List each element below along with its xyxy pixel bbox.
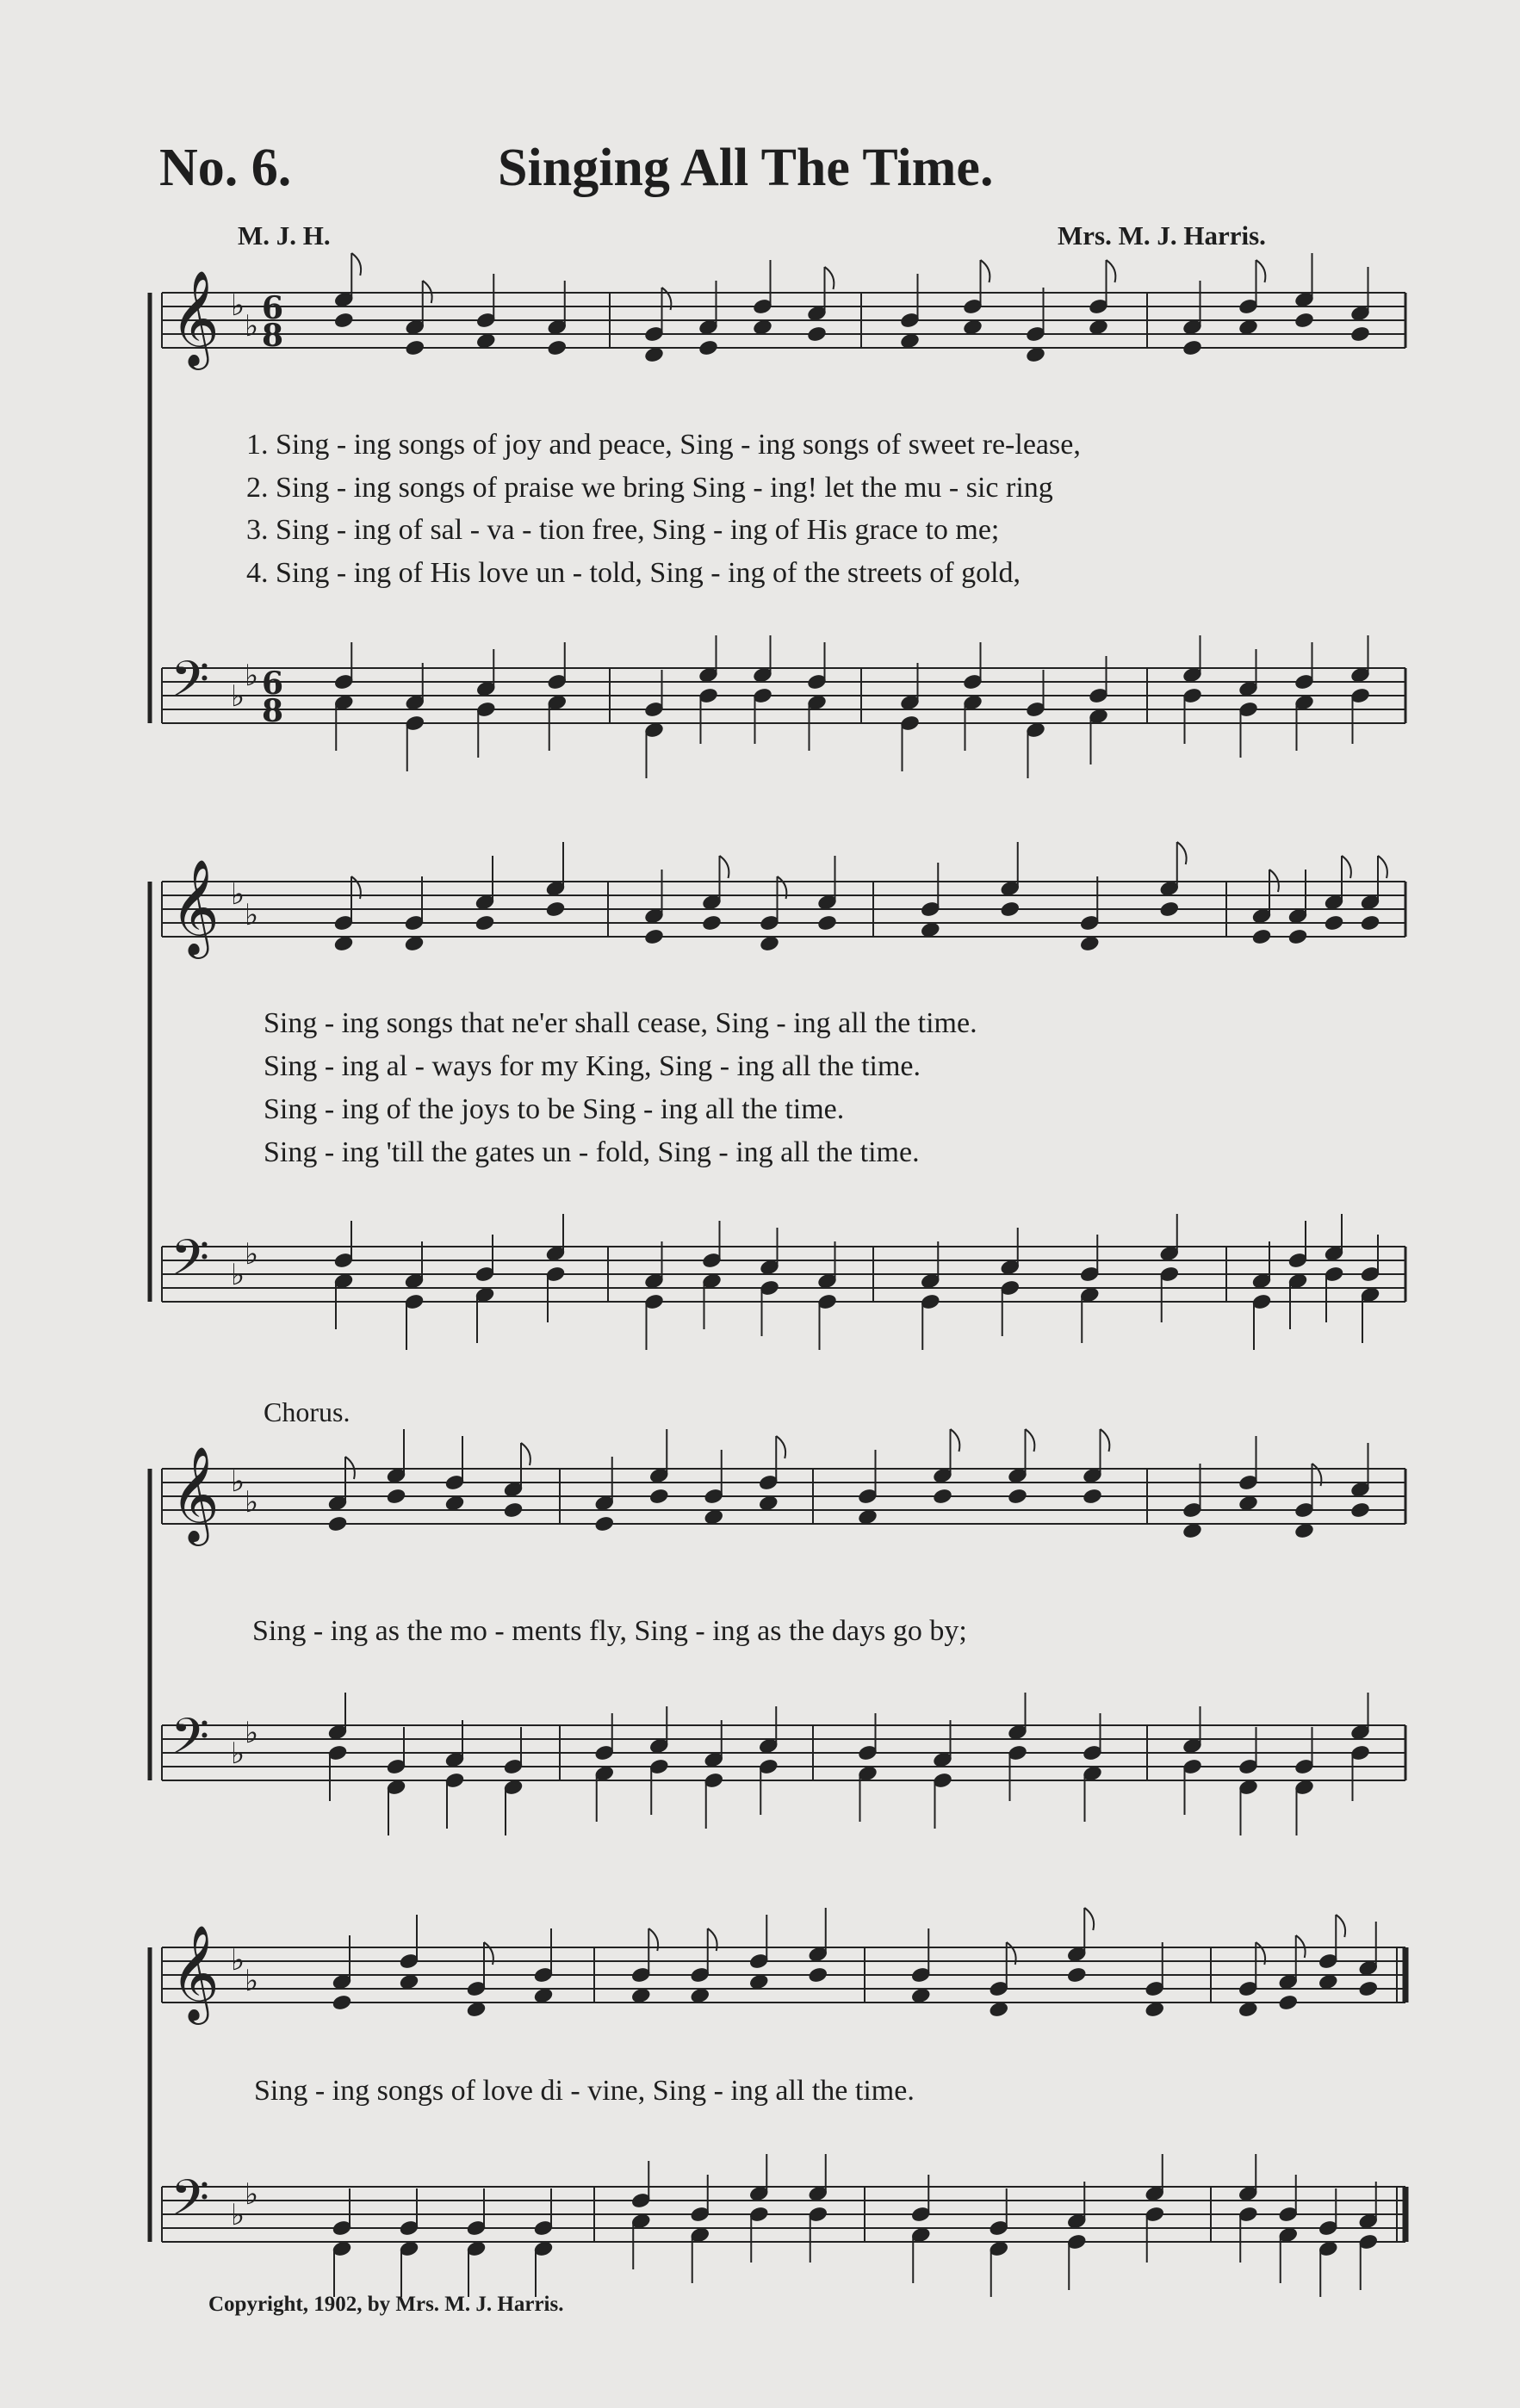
note-head — [399, 1973, 419, 1990]
note-flag — [1342, 856, 1351, 878]
note-head — [503, 1501, 524, 1519]
note-flag — [1378, 856, 1387, 878]
bass-clef: 𝄢 — [171, 650, 210, 721]
note-head — [690, 1987, 710, 2004]
note-head — [533, 1987, 554, 2004]
flat-sign: ♭ — [245, 898, 259, 932]
note-head — [405, 339, 425, 356]
bass-clef: 𝄢 — [171, 1229, 210, 1299]
note-flag — [1026, 1429, 1035, 1452]
note-head — [989, 2001, 1009, 2018]
note-flag — [1084, 1908, 1094, 1930]
time-signature-top: 6 — [262, 665, 284, 702]
time-signature-bottom: 8 — [262, 693, 284, 729]
note-head — [644, 928, 665, 945]
note-head — [333, 935, 354, 952]
note-head — [475, 914, 495, 932]
note-head — [386, 1488, 406, 1505]
time-signature-bottom: 8 — [262, 318, 284, 354]
note-flag — [1256, 260, 1266, 282]
note-head — [1251, 928, 1272, 945]
note-head — [475, 332, 496, 350]
note-head — [817, 914, 838, 932]
flat-sign: ♭ — [231, 288, 245, 323]
note-head — [1350, 325, 1371, 343]
note-head — [1294, 1522, 1315, 1539]
note-head — [545, 901, 566, 918]
lyric-line: Sing - ing songs of love di - vine, Sing - ing all the time. — [254, 2075, 915, 2107]
note-head — [547, 339, 568, 356]
flat-sign: ♭ — [231, 2198, 245, 2232]
note-head — [933, 1488, 953, 1505]
note-head — [1145, 2001, 1165, 2018]
chorus-label: Chorus. — [264, 1396, 351, 1427]
note-head — [1182, 339, 1203, 356]
note-head — [1324, 914, 1344, 932]
note-head — [1079, 935, 1100, 952]
flat-sign: ♭ — [245, 2177, 259, 2212]
words-credit: M. J. H. — [238, 220, 331, 251]
flat-sign: ♭ — [245, 1237, 259, 1272]
flat-sign: ♭ — [231, 1943, 245, 1978]
note-head — [807, 325, 828, 343]
note-flag — [351, 253, 361, 275]
lyric-line: Sing - ing of the joys to be Sing - ing all the time. — [264, 1093, 845, 1125]
flat-sign: ♭ — [231, 877, 245, 912]
flat-sign: ♭ — [231, 1736, 245, 1771]
note-head — [327, 1515, 348, 1532]
note-head — [404, 935, 425, 952]
note-head — [466, 2001, 487, 2018]
bass-clef: 𝄢 — [171, 2169, 210, 2239]
note-head — [1294, 312, 1315, 329]
music-credit: Mrs. M. J. Harris. — [1058, 220, 1266, 251]
note-head — [748, 1973, 769, 1990]
note-flag — [720, 856, 729, 878]
note-flag — [1336, 1915, 1345, 1937]
lyric-line: Sing - ing al - ways for my King, Sing - ing all the time. — [264, 1050, 921, 1082]
note-head — [963, 319, 983, 336]
flat-sign: ♭ — [231, 1258, 245, 1292]
hymn-title: Singing All The Time. — [498, 139, 994, 197]
note-flag — [1101, 1429, 1110, 1452]
bass-clef: 𝄢 — [171, 1707, 210, 1778]
lyric-line: Sing - ing songs that ne'er shall cease, Sing - ing all the time. — [264, 1007, 977, 1039]
note-head — [698, 339, 719, 356]
note-head — [1287, 928, 1308, 945]
lyric-line: 2. Sing - ing songs of praise we bring Sing - ing! let the mu - sic ring — [246, 472, 1053, 504]
note-head — [1358, 1980, 1379, 1997]
note-head — [1278, 1994, 1299, 2011]
note-head — [753, 319, 773, 336]
flat-sign: ♭ — [245, 1485, 259, 1520]
time-signature-top: 6 — [262, 290, 284, 326]
note-head — [704, 1508, 724, 1526]
flat-sign: ♭ — [245, 1716, 259, 1750]
flat-sign: ♭ — [231, 679, 245, 714]
note-head — [808, 1966, 828, 1984]
note-head — [1350, 1501, 1371, 1519]
note-head — [1238, 319, 1259, 336]
note-head — [1026, 346, 1046, 363]
lyric-line: Sing - ing as the mo - ments fly, Sing - ing as the days go by; — [252, 1615, 967, 1647]
note-head — [333, 312, 354, 329]
note-head — [760, 935, 780, 952]
lyric-line: 1. Sing - ing songs of joy and peace, Sing - ing songs of sweet re-lease, — [246, 429, 1081, 461]
note-head — [900, 332, 921, 350]
lyric-line: 3. Sing - ing of sal - va - tion free, Sing - ing of His grace to me; — [246, 514, 1000, 546]
note-head — [758, 1495, 779, 1512]
note-head — [702, 914, 723, 932]
hymn-number: No. 6. — [159, 139, 292, 197]
treble-clef: 𝄞 — [171, 269, 220, 366]
note-head — [1318, 1973, 1338, 1990]
flat-sign: ♭ — [245, 309, 259, 344]
note-flag — [1107, 260, 1116, 282]
flat-sign: ♭ — [245, 659, 259, 693]
note-head — [1089, 319, 1109, 336]
treble-clef: 𝄞 — [171, 858, 220, 955]
note-flag — [521, 1443, 530, 1465]
note-head — [1182, 1522, 1203, 1539]
note-head — [1238, 2001, 1258, 2018]
note-head — [858, 1508, 878, 1526]
copyright-notice: Copyright, 1902, by Mrs. M. J. Harris. — [208, 2293, 564, 2316]
treble-clef: 𝄞 — [171, 1924, 220, 2021]
note-flag — [951, 1429, 960, 1452]
note-head — [920, 921, 940, 938]
flat-sign: ♭ — [245, 1964, 259, 1998]
note-flag — [825, 267, 834, 289]
lyric-line: 4. Sing - ing of His love un - told, Sing - ing of the streets of gold, — [246, 557, 1021, 589]
flat-sign: ♭ — [231, 1464, 245, 1499]
note-flag — [981, 260, 990, 282]
note-head — [332, 1994, 352, 2011]
note-head — [594, 1515, 615, 1532]
note-head — [1159, 901, 1180, 918]
note-head — [1066, 1966, 1087, 1984]
note-head — [644, 346, 665, 363]
note-head — [648, 1488, 669, 1505]
note-head — [1360, 914, 1380, 932]
note-flag — [1177, 842, 1187, 864]
treble-clef: 𝄞 — [171, 1445, 220, 1542]
lyric-line: Sing - ing 'till the gates un - fold, Sing - ing all the time. — [264, 1136, 920, 1168]
note-head — [444, 1495, 465, 1512]
note-flag — [776, 1436, 785, 1458]
note-head — [1000, 901, 1021, 918]
note-head — [910, 1987, 931, 2004]
note-head — [630, 1987, 651, 2004]
note-head — [1008, 1488, 1028, 1505]
note-head — [1083, 1488, 1103, 1505]
note-head — [1238, 1495, 1259, 1512]
